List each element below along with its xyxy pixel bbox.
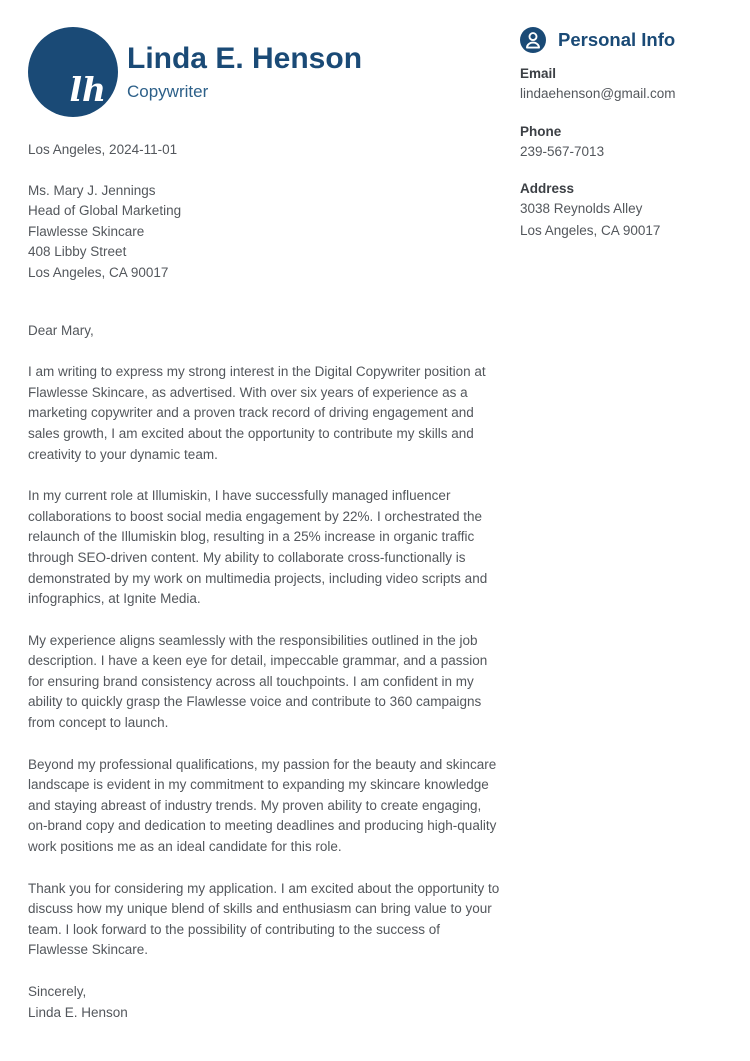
closing-sincerely: Sincerely, <box>28 984 87 999</box>
name-block <box>127 42 362 102</box>
field-email <box>520 64 722 105</box>
personal-info-title: Personal Info <box>558 28 676 50</box>
phone-value: 239-567-7013 <box>520 143 605 159</box>
recipient-role: Head of Global Marketing <box>28 203 182 219</box>
email-value: lindaehenson@gmail.com <box>520 86 676 101</box>
avatar-initials: lh <box>69 70 106 109</box>
recipient-city: Los Angeles, CA 90017 <box>28 264 169 280</box>
paragraph-experience-fit: My experience aligns seamlessly with the responsibilities outlined in the job description. I have a keen eye for detail, impeccable grammar, and a passion for ensuring brand consistency across all touchpoints. I am confident in my ability to quickly grasp the Flawlesse voice and contribute to 360 campaigns from concept to launch. <box>28 632 488 731</box>
recipient-name: Ms. Mary J. Jennings <box>28 182 156 198</box>
personal-info-sidebar <box>520 27 722 1061</box>
address-value-city: Los Angeles, CA 90017 <box>520 222 661 238</box>
paragraph-passion: Beyond my professional qualifications, my passion for the beauty and skincare landscape is evident in my commitment to expanding my skincare knowledge and staying abreast of industry trends. My proven ability to create engaging, on-brand copy and dedication to meeting deadlines and producing high-quality work positions me as an ideal candidate for this role. <box>28 756 497 855</box>
phone-label: Phone <box>520 123 562 139</box>
address-value-street: 3038 Reynolds Alley <box>520 201 643 217</box>
page-title-name: Linda E. Henson <box>127 42 363 76</box>
email-label: Email <box>520 66 557 81</box>
address-label: Address <box>520 181 575 197</box>
letter-column <box>28 27 502 1061</box>
paragraph-intro: I am writing to express my strong interest in the Digital Copywriter position at Flawlesse Skincare, as advertised. With over six years of experience as a marketing copywriter and a proven track record of driving engagement and sales growth, I am excited about the opportunity to contribute my skills and creativity to your dynamic team. <box>28 364 486 462</box>
date-line: Los Angeles, 2024-11-01 <box>28 142 178 157</box>
salutation: Dear Mary, <box>28 322 94 338</box>
field-address <box>520 179 722 241</box>
person-in-circle-icon <box>520 27 546 53</box>
job-title: Copywriter <box>127 81 209 101</box>
personal-info-header <box>520 27 722 53</box>
recipient-block <box>28 181 502 284</box>
letter-header <box>28 27 502 117</box>
paragraph-current-role: In my current role at Illumiskin, I have successfully managed influencer collaborations to boost social media engagement by 22%. I orchestrated the relaunch of the Illumiskin blog, resulting in a 25% increase in organic traffic through SEO-driven content. My ability to collaborate cross-functionally is demonstrated by my work on multimedia projects, including video scripts and infographics, at Ignite Media. <box>28 488 488 607</box>
closing-block <box>28 982 502 1023</box>
paragraph-thanks: Thank you for considering my application. I am excited about the opportunity to discuss how my unique blend of skills and enthusiasm can bring value to your team. I look forward to the possibility of contributing to the success of Flawlesse Skincare. <box>28 880 500 958</box>
avatar <box>28 27 118 117</box>
closing-signature: Linda E. Henson <box>28 1004 128 1020</box>
recipient-street: 408 Libby Street <box>28 244 127 260</box>
recipient-company: Flawlesse Skincare <box>28 223 145 239</box>
field-phone <box>520 122 722 163</box>
